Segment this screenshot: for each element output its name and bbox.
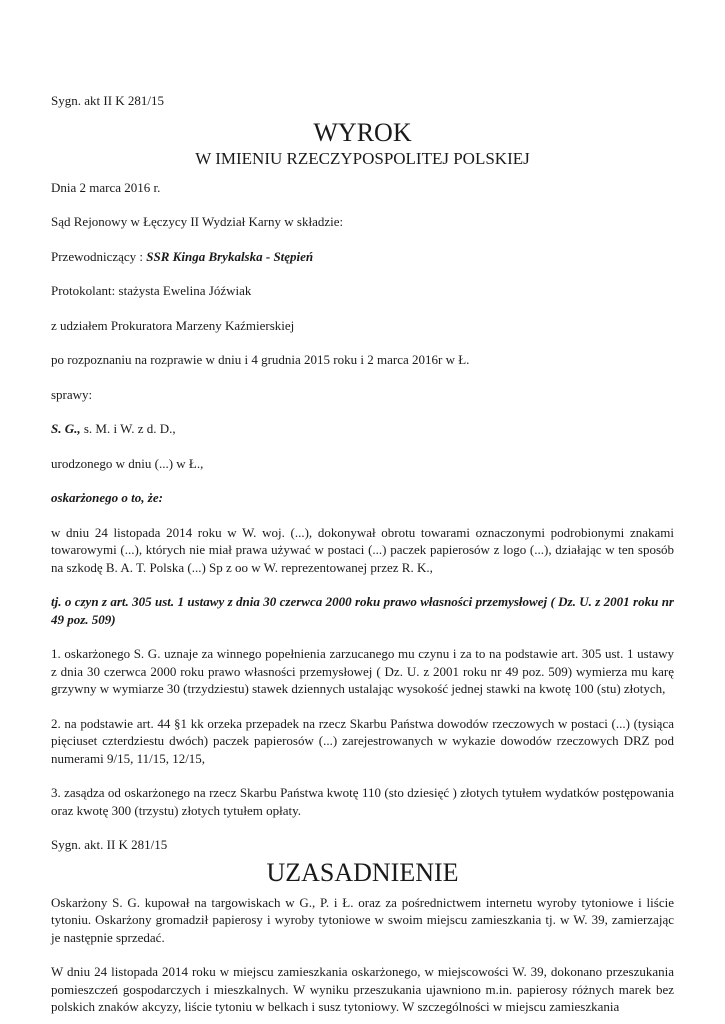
justification-paragraph: W dniu 24 listopada 2014 roku w miejscu zamieszkania oskarżonego, w miejscowości W. 39, dokonano przeszukania pomieszczeń gospodarczych i mieszkalnych. W wyniku przeszukania ujawniono m.in. papierosy różnych marek bez polskich znaków akcyzy, liście tytoniu w belkach i susz tytoniowy. W szczególności w miejscu zamieszkania xyxy=(51,964,674,1014)
accused-heading: oskarżonego o to, że: xyxy=(51,490,163,505)
case-signature: Sygn. akt II K 281/15 xyxy=(51,93,165,108)
defendant-name: S. G., xyxy=(51,421,81,436)
case-label: sprawy: xyxy=(51,386,93,402)
clerk-line: Protokolant: stażysta Ewelina Jóźwiak xyxy=(51,283,252,298)
verdict-title: WYROK xyxy=(313,117,412,147)
charge-legal-basis: tj. o czyn z art. 305 ust. 1 ustawy z dnia 30 czerwca 2000 roku prawo własności przemysłowej ( Dz. U. z 2001 roku nr 49 poz. 509) xyxy=(51,594,674,627)
chair-name: SSR Kinga Brykalska - Stępień xyxy=(146,248,314,264)
charge-text: w dniu 24 listopada 2014 roku w W. woj. (...), dokonywał obrotu towarami oznaczonymi podrobionymi znakami towarowymi (...), których nie miał prawa używać w postaci (...) paczek papierosów z logo (...), działając w ten sposób na szkodę B. A. T. Polska (...) Sp z oo w W. reprezentowanej przez R. K., xyxy=(51,524,674,575)
verdict-item: 3. zasądza od oskarżonego na rzecz Skarbu Państwa kwotę 110 (sto dziesięć ) złotych tytułem wydatków postępowania oraz kwotę 300 (trzystu) złotych tytułem opłaty. xyxy=(51,785,674,818)
justification-signature: Sygn. akt. II K 281/15 xyxy=(51,837,168,852)
hearing-line: po rozpoznaniu na rozprawie w dniu i 4 grudnia 2015 roku i 2 marca 2016r w Ł. xyxy=(51,352,470,367)
chair-line xyxy=(51,248,674,266)
verdict-subtitle: W IMIENIU RZECZYPOSPOLITEJ POLSKIEJ xyxy=(195,148,530,168)
defendant-line xyxy=(51,420,674,438)
prosecutor-line: z udziałem Prokuratora Marzeny Kaźmierskiej xyxy=(51,317,295,333)
justification-heading: UZASADNIENIE xyxy=(266,857,459,887)
verdict-item: 1. oskarżonego S. G. uznaje za winnego popełnienia zarzucanego mu czynu i za to na podstawie art. 305 ust. 1 ustawy z dnia 30 czerwca 2000 roku prawo własności przemysłowej ( Dz. U. z 2001 roku nr 49 poz. 509) wymierza mu karę grzywny w wymiarze 30 (trzydziestu) stawek dziennych ustalając wysokość jednej stawki na kwotę 100 (stu) złotych, xyxy=(51,646,674,696)
justification-paragraph: Oskarżony S. G. kupował na targowiskach w G., P. i Ł. oraz za pośrednictwem internetu wyroby tytoniowe i liście tytoniu. Oskarżony gromadził papierosy i wyroby tytoniowe w swoim miejscu zamieszkania tj. w W. 39, zamierzając je następnie sprzedać. xyxy=(51,894,674,945)
birth-line: urodzonego w dniu (...) w Ł., xyxy=(51,455,204,471)
verdict-item: 2. na podstawie art. 44 §1 kk orzeka przepadek na rzecz Skarbu Państwa dowodów rzeczowych w postaci (...) (tysiąca pięciuset czterdziestu dwóch) paczek papierosów (...) zarejestrowanych w wykazie dowodów rzeczowych DRZ pod numerami 9/15, 11/15, 12/15, xyxy=(51,715,674,766)
chair-label: Przewodniczący : xyxy=(51,248,147,264)
defendant-parents: s. M. i W. z d. D., xyxy=(80,421,176,436)
verdict-date: Dnia 2 marca 2016 r. xyxy=(51,179,161,195)
court-composition: Sąd Rejonowy w Łęczycy II Wydział Karny w składzie: xyxy=(51,214,344,229)
